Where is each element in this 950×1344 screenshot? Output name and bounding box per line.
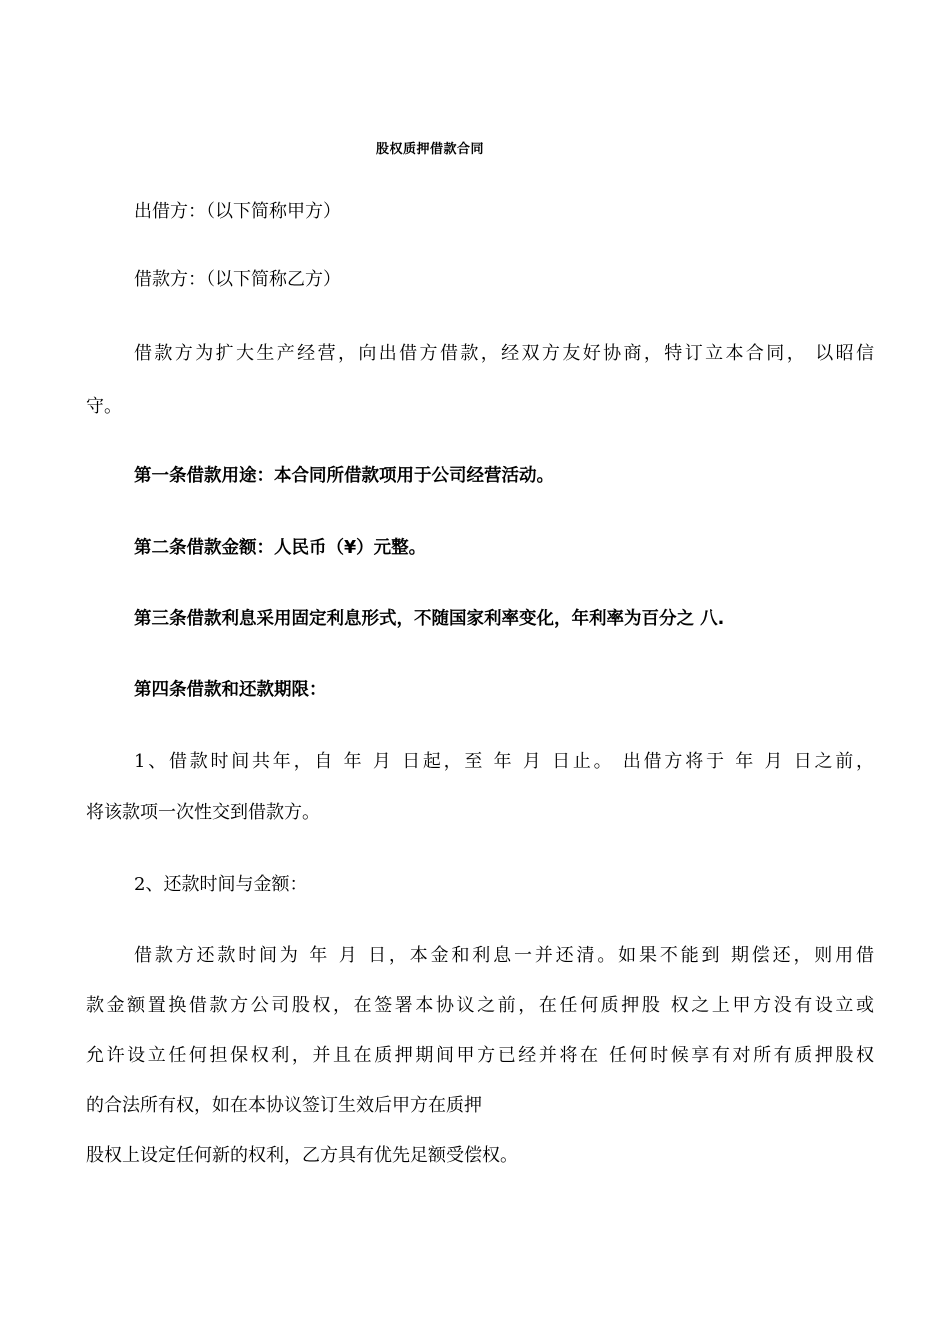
preamble-line-1: 借款方为扩大生产经营，向出借方借款，经双方友好协商，特订立本合同， 以昭信 [134,343,874,364]
document-title: 股权质押借款合同 [375,142,484,157]
repayment-line-1: 借款方还款时间为 年 月 日，本金和利息一并还清。如果不能到 期偿还，则用借 [134,945,874,966]
repayment-line-2: 款金额置换借款方公司股权，在签署本协议之前，在任何质押股 权之上甲方没有设立或 [86,995,874,1016]
preamble-line-2: 守。 [86,396,122,417]
borrower-line: 借款方：（以下简称乙方） [134,269,341,290]
article-3: 第三条借款利息采用固定利息形式，不随国家利率变化，年利率为百分之 八. [134,609,725,629]
item-1-line-1: 1、借款时间共年，自 年 月 日起，至 年 月 日止。 出借方将于 年 月 日之前， [134,751,874,772]
lender-line: 出借方：（以下简称甲方） [134,201,341,222]
article-2: 第二条借款金额：人民币（¥）元整。 [134,538,427,558]
item-1-line-2: 将该款项一次性交到借款方。 [86,802,320,823]
repayment-line-3: 允许设立任何担保权利，并且在质押期间甲方已经并将在 任何时候享有对所有质押股权 [86,1045,874,1066]
article-1: 第一条借款用途：本合同所借款项用于公司经营活动。 [134,466,554,486]
article-4: 第四条借款和还款期限： [134,680,327,700]
repayment-line-5: 股权上设定任何新的权利，乙方具有优先足额受偿权。 [86,1145,518,1166]
repayment-line-4: 的合法所有权，如在本协议签订生效后甲方在质押 [86,1095,482,1116]
item-2: 2、还款时间与金额： [134,874,308,895]
